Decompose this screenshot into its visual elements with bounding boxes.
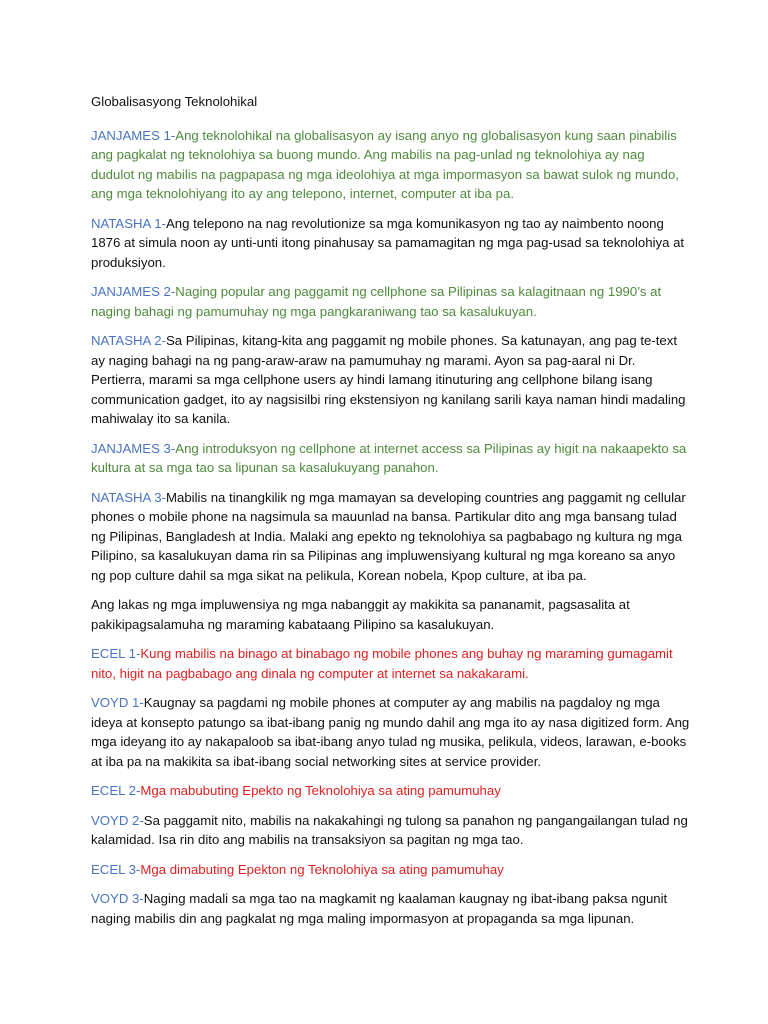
speaker-separator: - bbox=[161, 489, 167, 505]
paragraph-ecel-1 bbox=[91, 644, 691, 683]
speaker-label: NATASHA 1 bbox=[91, 215, 162, 231]
paragraph-text: Mga dimabuting Epekton ng Teknolohiya sa ating pamumuhay bbox=[140, 861, 504, 877]
speaker-separator: - bbox=[139, 695, 144, 710]
paragraph-janjames-1 bbox=[91, 126, 691, 204]
speaker-label: VOYD 2 bbox=[91, 812, 140, 828]
paragraph-plain bbox=[91, 595, 691, 634]
paragraph-voyd-2 bbox=[91, 811, 691, 850]
paragraph-ecel-2 bbox=[91, 781, 691, 801]
paragraph-text: Ang lakas ng mga impluwensiya ng mga nabanggit ay makikita sa pananamit, pagsasalita at pakikipagsalamuha ng maraming kabataang Pilipino sa kasalukuyan. bbox=[91, 597, 630, 632]
paragraph-janjames-3 bbox=[91, 439, 691, 478]
paragraph-text: Ang introduksyon ng cellphone at internet access sa Pilipinas ay higit na nakaapekto sa kultura at sa mga tao sa lipunan sa kasalukuyang panahon. bbox=[91, 440, 687, 475]
speaker-label: VOYD 1 bbox=[91, 695, 140, 710]
speaker-separator: - bbox=[139, 891, 144, 906]
paragraph-text: Kung mabilis na binago at binabago ng mobile phones ang buhay ng maraming gumagamit nito, higit na pagbabago ang dinala ng computer at internet sa nakakarami. bbox=[91, 646, 673, 681]
paragraph-voyd-1 bbox=[91, 693, 691, 771]
speaker-label: NATASHA 3 bbox=[91, 489, 162, 505]
speaker-separator: - bbox=[161, 215, 167, 231]
speaker-label: VOYD 3 bbox=[91, 891, 140, 906]
paragraph-natasha-2 bbox=[91, 331, 691, 429]
paragraph-voyd-3 bbox=[91, 889, 691, 928]
speaker-label: ECEL 2 bbox=[91, 783, 136, 798]
paragraph-text: Naging popular ang paggamit ng cellphone sa Pilipinas sa kalagitnaan ng 1990’s at naging bahagi ng pamumuhay ng mga pangkaraniwang tao sa kasalukuyan. bbox=[91, 284, 662, 319]
paragraph-text: Naging madali sa mga tao na magkamit ng kaalaman kaugnay ng ibat-ibang paksa ngunit naging mabilis din ang pagkalat ng mga maling impormasyon at propaganda sa mga lipunan. bbox=[91, 891, 668, 926]
speaker-separator: - bbox=[170, 284, 176, 299]
paragraph-ecel-3 bbox=[91, 860, 691, 880]
speaker-label: NATASHA 2 bbox=[91, 333, 162, 348]
speaker-label: JANJAMES 1 bbox=[91, 127, 171, 143]
speaker-separator: - bbox=[139, 812, 144, 828]
speaker-label: ECEL 1 bbox=[91, 646, 136, 661]
paragraph-text: Sa Pilipinas, kitang-kita ang paggamit ng mobile phones. Sa katunayan, ang pag te-text ay naging bahagi na ng pang-araw-araw na pamumuhay ng marami. Ayon sa pag-aaral ni Dr. Pertierra, marami sa mga cellphone users ay hindi lamang itinuturing ang cellphone bilang isang communication gadget, ito ay nagsisilbi ring ekstensiyon ng kanilang sarili kaya naman hindi madaling mahiwalay ito sa kanila. bbox=[91, 333, 686, 426]
speaker-label: ECEL 3 bbox=[91, 861, 136, 877]
document-page bbox=[91, 92, 691, 938]
paragraph-text: Ang telepono na nag revolutionize sa mga komunikasyon ng tao ay naimbento noong 1876 at simula noon ay unti-unti itong pinahusay sa pamamagitan ng mga pag-usad sa teknolohiya at produksiyon. bbox=[91, 215, 685, 270]
document-title: Globalisasyong Teknolohikal bbox=[91, 94, 258, 109]
paragraph-text: Mabilis na tinangkilik ng mga mamayan sa developing countries ang paggamit ng cellular phones o mobile phone na nagsimula sa mauunlad na bansa. Partikular dito ang mga bansang tulad ng Pilipinas, Bangladesh at India. Malaki ang epekto ng teknolohiya sa pagbabago ng kultura ng mga Pilipino, sa kasalukuyan dama rin sa Pilipinas ang impluwensiyang kultural ng mga koreano sa anyo ng pop culture dahil sa mga sikat na pelikula, Korean nobela, Kpop culture, at iba pa. bbox=[91, 489, 686, 583]
speaker-label: JANJAMES 3 bbox=[91, 440, 171, 456]
speaker-separator: - bbox=[135, 646, 141, 661]
paragraph-text: Ang teknolohikal na globalisasyon ay isang anyo ng globalisasyon kung saan pinabilis ang pagkalat ng teknolohiya sa buong mundo. Ang mabilis na pag-unlad ng teknolohiya ay nag dudulot ng mabilis na pagpapasa ng mga ideolohiya at mga impormasyon sa bawat sulok ng mundo, ang mga teknolohiyang ito ay ang telepono, internet, computer at iba pa. bbox=[91, 127, 679, 201]
speaker-separator: - bbox=[170, 440, 176, 456]
speaker-label: JANJAMES 2 bbox=[91, 284, 171, 299]
paragraph-janjames-2 bbox=[91, 282, 691, 321]
paragraph-natasha-1 bbox=[91, 214, 691, 273]
speaker-separator: - bbox=[135, 861, 141, 877]
paragraph-text: Kaugnay sa pagdami ng mobile phones at computer ay ang mabilis na pagdaloy ng mga ideya at konsepto patungo sa ibat-ibang panig ng mundo dahil ang mga ito ay nasa digitized form. Ang mga ideyang ito ay nakapaloob sa ibat-ibang anyo tulad ng musika, pelikula, videos, larawan, e-books at iba pa na makikita sa ibat-ibang social networking sites at service provider. bbox=[91, 695, 690, 769]
speaker-separator: - bbox=[161, 333, 167, 348]
paragraph-text: Sa paggamit nito, mabilis na nakakahingi ng tulong sa panahon ng pangangailangan tulad ng kalamidad. Isa rin dito ang mabilis na transaksiyon sa pagitan ng mga tao. bbox=[91, 812, 688, 847]
paragraph-natasha-3 bbox=[91, 488, 691, 586]
paragraph-text: Mga mabubuting Epekto ng Teknolohiya sa ating pamumuhay bbox=[140, 783, 501, 798]
speaker-separator: - bbox=[135, 783, 141, 798]
speaker-separator: - bbox=[170, 127, 176, 143]
